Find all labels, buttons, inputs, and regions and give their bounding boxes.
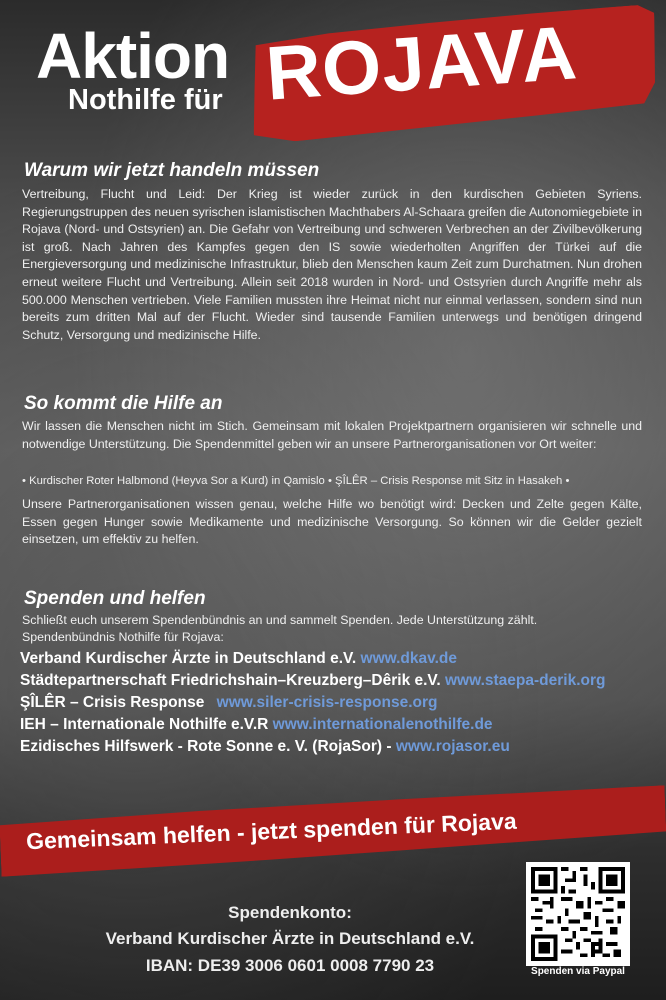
section-text-why: Vertreibung, Flucht und Leid: Der Krieg ist wieder zurück in den kurdischen Gebieten Syriens. Regierungstruppen des neuen syrischen islamistischen Machthabers Al-Schaara greifen die Autonomiegebiete in Rojava (Nord- und Ostsyrien) an. Die Gefahr von Vertreibung und schweren Verbrechen an der Zivilbevölkerung ist groß. Nach Jahren des Kampfes gegen den IS sowie wiederholten Angriffen der Türkei auf die Energieversorgung und medizinische Infrastruktur, blieb den Menschen kaum Zeit zum Durchatmen. Nun drohen erneut weitere Flucht und Vertreibung. Allein seit 2018 wurden in Nord- und Ostsyrien durch Angriffe mehr als 500.000 Menschen vertrieben. Viele Familien mussten ihre Heimat nicht nur einmal verlassen, sondern sind nun bereits zum dritten Mal auf der Flucht. Wieder sind tausende Familien unterwegs und benötigen dringend Schutz, Versorgung und medizinische Hilfe.: [22, 187, 642, 342]
org-name: ŞÎLÊR – Crisis Response: [20, 694, 205, 711]
qr-caption: Spenden via Paypal: [531, 966, 625, 977]
org-link[interactable]: www.rojasor.eu: [395, 738, 510, 755]
section-heading-why: Warum wir jetzt handeln müssen: [24, 160, 320, 181]
account-label: Spendenkonto:: [228, 903, 352, 922]
section-heading-how: So kommt die Hilfe an: [24, 393, 223, 414]
section-text-how: Wir lassen die Menschen nicht im Stich. Gemeinsam mit lokalen Projektpartnern organisieren wir schnelle und notwendige Unterstützung. Die Spendenmittel geben wir an unsere Partnerorganisationen vor Ort weiter:: [22, 419, 642, 451]
slogan-text: Gemeinsam helfen - jetzt spenden für Rojava: [25, 807, 518, 855]
org-name: Städtepartnerschaft Friedrichshain–Kreuzberg–Dêrik e.V.: [20, 672, 441, 689]
partner-bullets: • Kurdischer Roter Halbmond (Heyva Sor a Kurd) in Qamislo • ŞÎLÊR – Crisis Response mit Sitz in Hasakeh •: [22, 475, 570, 487]
list-item: [20, 736, 660, 758]
org-name: IEH – Internationale Nothilfe e.V.R: [20, 716, 269, 733]
title-rojava: ROJAVA: [263, 10, 581, 117]
org-link[interactable]: www.dkav.de: [360, 650, 458, 667]
org-name: Verband Kurdischer Ärzte in Deutschland e.V.: [20, 650, 357, 667]
list-item: [20, 670, 660, 692]
section-heading-donate: Spenden und helfen: [24, 588, 206, 609]
account-iban: IBAN: DE39 3006 0601 0008 7790 23: [145, 956, 435, 975]
list-item: [20, 714, 660, 736]
section-text-donate: Schließt euch unserem Spendenbündnis an und sammelt Spenden. Jede Unterstützung zählt.: [22, 613, 538, 627]
section-text-alliance: Spendenbündnis Nothilfe für Rojava:: [22, 630, 224, 644]
organization-list: [20, 648, 660, 758]
title-aktion: Aktion: [36, 20, 230, 92]
title-nothilfe: Nothilfe für: [68, 84, 223, 116]
org-link[interactable]: www.staepa-derik.org: [444, 672, 606, 689]
account-holder: Verband Kurdischer Ärzte in Deutschland e.V.: [105, 929, 475, 948]
list-item: [20, 692, 660, 714]
list-item: [20, 648, 660, 670]
org-name: Ezidisches Hilfswerk - Rote Sonne e. V. (RojaSor) -: [20, 738, 392, 755]
section-text-how-2: Unsere Partnerorganisationen wissen genau, welche Hilfe wo benötigt wird: Decken und Zelte gegen Kälte, Essen gegen Hunger sowie Medikamente und medizinische Versorgung. So können wir die Gelder gezielt einsetzen, um effektiv zu helfen.: [22, 497, 642, 547]
qr-code-icon: [531, 867, 625, 961]
org-link[interactable]: www.internationalenothilfe.de: [272, 716, 493, 733]
paypal-qr-code[interactable]: [526, 862, 630, 966]
org-link[interactable]: www.siler-crisis-response.org: [216, 694, 438, 711]
